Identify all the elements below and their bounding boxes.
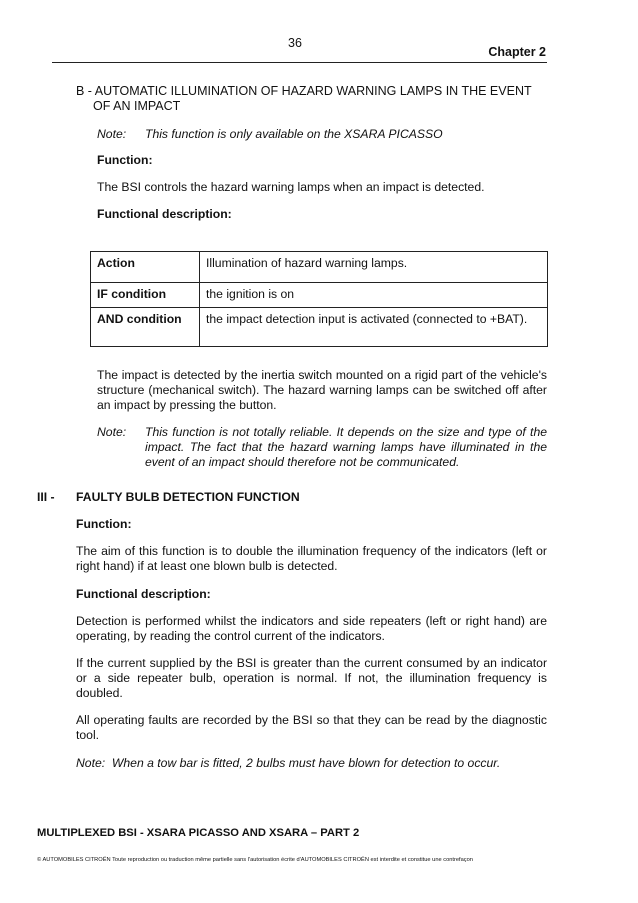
section-3-paragraph-2: If the current supplied by the BSI is greater than the current consumed by an indicator or a side repeater bulb, operation is normal. If not, the illumination frequency is doubled.: [76, 656, 547, 700]
note-label: Note:: [97, 127, 127, 141]
section-b-functional-description-heading: Functional description:: [97, 207, 232, 221]
page-number: 36: [288, 36, 302, 50]
table-cell-label: IF condition: [91, 283, 200, 308]
chapter-label: Chapter 2: [488, 45, 546, 59]
section-3-function-heading: Function:: [76, 517, 132, 531]
table-cell-label: Action: [91, 252, 200, 283]
section-b-heading: [76, 84, 551, 114]
section-b-note2: [97, 425, 547, 470]
note-text: This function is only available on the XSARA PICASSO: [145, 127, 443, 141]
section-b-title-line1: B - AUTOMATIC ILLUMINATION OF HAZARD WARNING LAMPS IN THE EVENT: [76, 84, 532, 98]
section-3-title: FAULTY BULB DETECTION FUNCTION: [76, 490, 300, 504]
section-b-function-heading: Function:: [97, 153, 153, 167]
section-3-number: III -: [37, 490, 55, 504]
note2-text: This function is not totally reliable. It depends on the size and type of the impact. The fact that the hazard warning lamps have illuminated in the event of an impact should therefore not be communicated.: [145, 425, 547, 469]
section-3-paragraph-3: All operating faults are recorded by the BSI so that they can be read by the diagnostic tool.: [76, 713, 547, 742]
section-b-function-text: The BSI controls the hazard warning lamps when an impact is detected.: [97, 180, 485, 194]
footer-title: MULTIPLEXED BSI - XSARA PICASSO AND XSARA – PART 2: [37, 827, 360, 839]
table-row: [91, 308, 548, 347]
note2-label: Note:: [97, 425, 127, 439]
table-cell-value: Illumination of hazard warning lamps.: [200, 252, 548, 283]
copyright-notice: © AUTOMOBILES CITROËN Toute reproduction ou traduction même partielle sans l'autorisation écrite d'AUTOMOBILES CITROËN est interdite et constitue une contrefaçon: [37, 857, 473, 863]
section-3-paragraph-1: Detection is performed whilst the indicators and side repeaters (left or right hand) are operating, by reading the control current of the indicators.: [76, 614, 547, 643]
table-cell-label: AND condition: [91, 308, 200, 347]
section-b-title-line2: OF AN IMPACT: [93, 99, 181, 113]
section-3-note: Note: When a tow bar is fitted, 2 bulbs must have blown for detection to occur.: [76, 756, 501, 770]
section-b-note: [97, 127, 547, 142]
table-cell-value: the ignition is on: [200, 283, 548, 308]
function-table: [90, 251, 548, 347]
section-3-function-text: The aim of this function is to double the illumination frequency of the indicators (left or right hand) if at least one blown bulb is detected.: [76, 544, 547, 573]
impact-paragraph: The impact is detected by the inertia switch mounted on a rigid part of the vehicle's structure (mechanical switch). The hazard warning lamps can be switched off after an impact by pressing the button.: [97, 368, 547, 412]
table-row: [91, 252, 548, 283]
section-3-functional-description-heading: Functional description:: [76, 587, 211, 601]
table-row: [91, 283, 548, 308]
header-divider: [52, 62, 547, 63]
table-cell-value: the impact detection input is activated (connected to +BAT).: [200, 308, 548, 347]
